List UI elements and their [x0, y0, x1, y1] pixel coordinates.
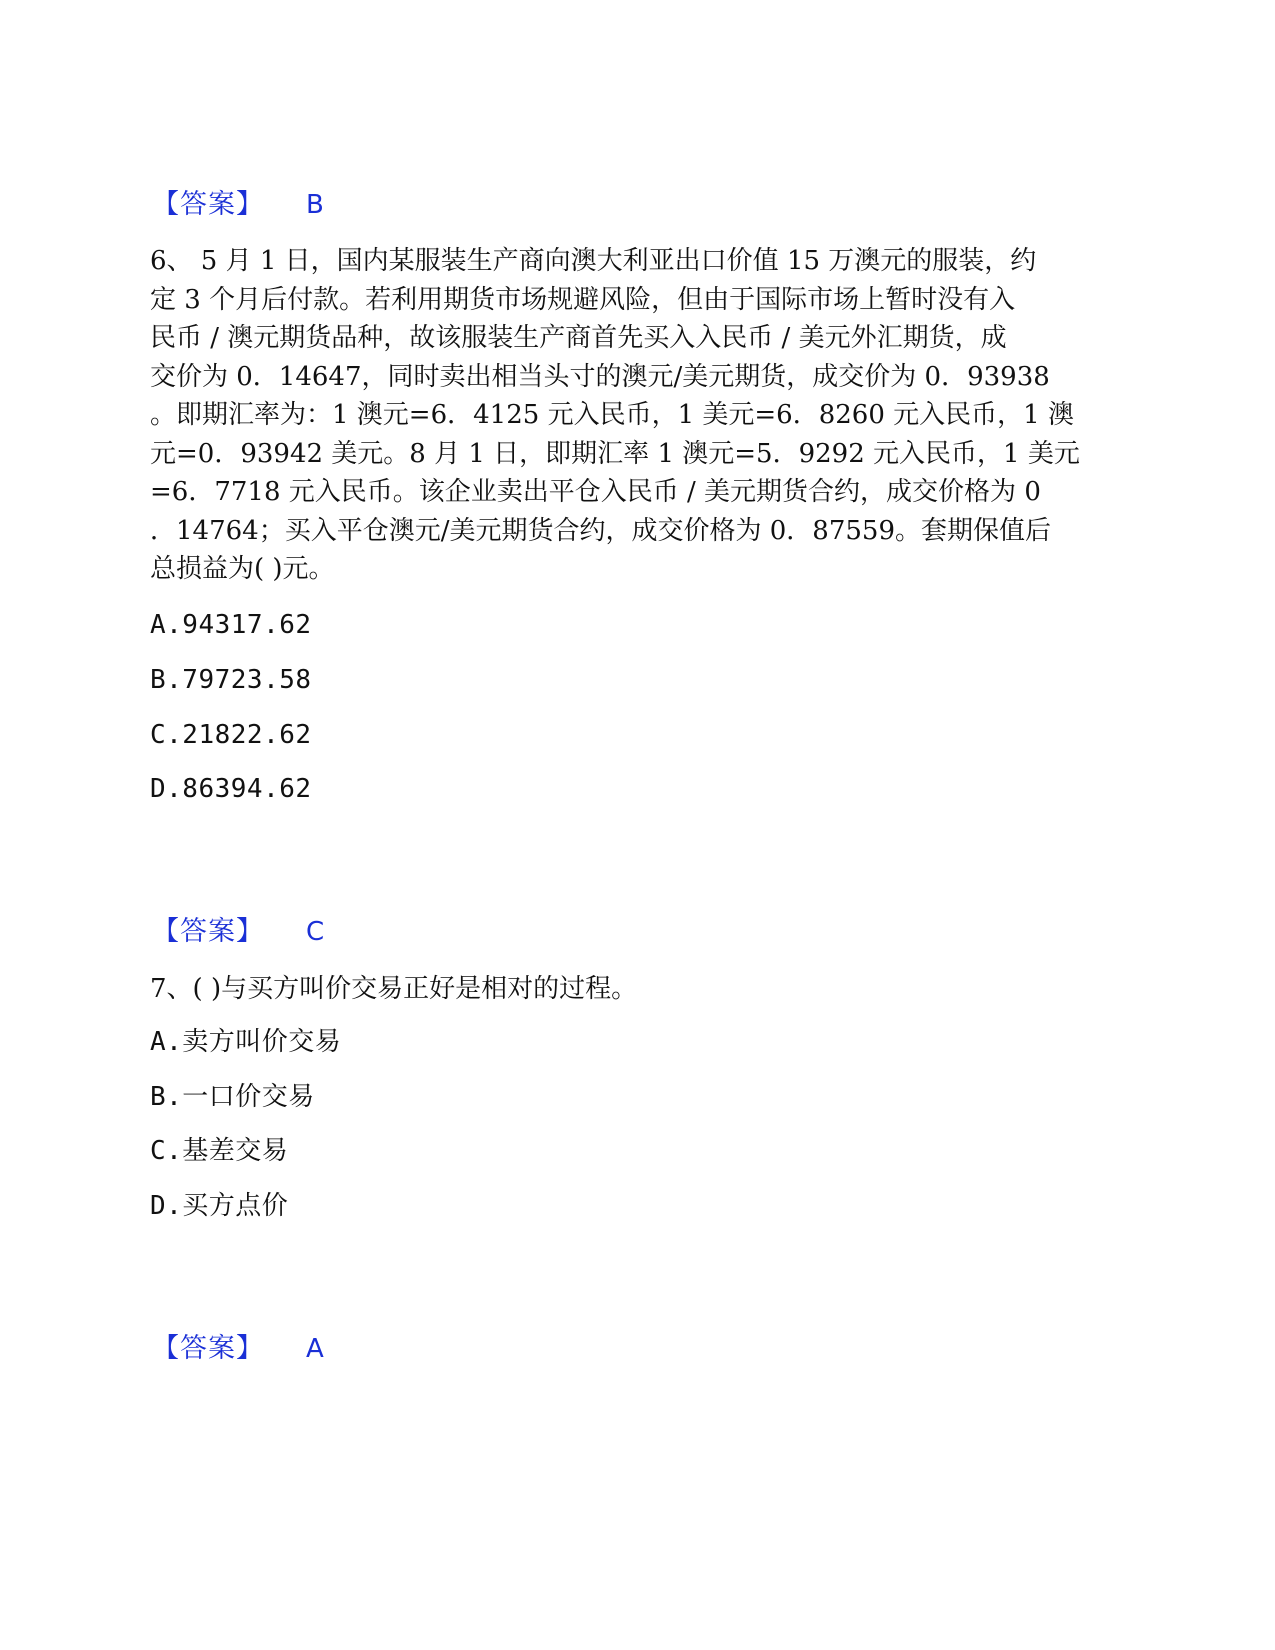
answer-letter: C [306, 917, 325, 947]
question-6-option-a: A.94317.62 [150, 610, 312, 640]
answer-tag: 【答案】 [152, 189, 264, 220]
question-6-option-d: D.86394.62 [150, 774, 312, 804]
answer-tag: 【答案】 [152, 916, 264, 947]
question-7-option-d: D.买方点价 [150, 1191, 289, 1221]
question-6-text: 6、 5 月 1 日，国内某服装生产商向澳大利亚出口价值 15 万澳元的服装，约 定 3 个月后付款。若利用期货市场规避风险，但由于国际市场上暂时没有入 民币 / 澳元期货品种，故该服装生产商首先买入入民币 / 美元外汇期货，成 交价为 0．14647，同时卖出相当头寸的澳元/美元期货，成交价为 0．93938 。即期汇率为：1 澳元=6．4125 元入民币，1 美元=6．8260 元入民币，1 澳 元=0．93942 美元。8 月 1 日，即期汇率 1 澳元=5．9292 元入民币，1 美元 =6．7718 元入民币。该企业卖出平仓入民币 / 美元期货合约，成交价格为 0 ．14764；买入平仓澳元/美元期货合约，成交价格为 0．87559。套期保值后 总损益为( )元。 [150, 246, 1080, 584]
question-7-option-b: B.一口价交易 [150, 1082, 315, 1112]
answer-letter: B [306, 190, 324, 220]
answer-tag: 【答案】 [152, 1333, 264, 1364]
question-7-option-c: C.基差交易 [150, 1136, 289, 1166]
answer-line-q5 [152, 188, 324, 222]
question-7-text: 7、( )与买方叫价交易正好是相对的过程。 [150, 974, 638, 1004]
question-7-option-a: A.卖方叫价交易 [150, 1027, 342, 1057]
question-6-option-c: C.21822.62 [150, 720, 312, 750]
question-6-option-b: B.79723.58 [150, 665, 312, 695]
answer-letter: A [306, 1334, 324, 1364]
answer-line-q6 [152, 915, 324, 949]
answer-line-q7 [152, 1332, 324, 1366]
